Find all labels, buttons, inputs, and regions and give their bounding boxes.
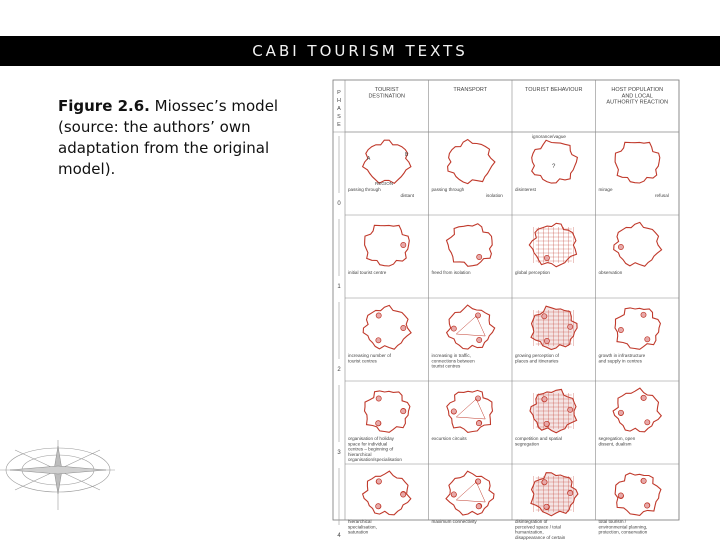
model-cell: [365, 391, 410, 432]
tourist-centre-dot: [401, 492, 406, 497]
phase-number: 1: [337, 284, 341, 290]
tourist-centre-dot: [542, 480, 547, 485]
tourist-centre-dot: [376, 396, 381, 401]
cell-label: global perception: [515, 270, 550, 275]
figure-caption: [58, 96, 303, 180]
cell-label: segregation: [515, 441, 540, 447]
cell-label: passing through: [431, 187, 465, 192]
cell-label: connections between: [431, 358, 475, 364]
column-header: TOURIST BEHAVIOUR: [525, 87, 583, 93]
tourist-centre-dot: [568, 324, 573, 329]
model-cell: [614, 222, 662, 266]
tourist-centre-dot: [477, 337, 482, 342]
tourist-centre-dot: [568, 407, 573, 412]
cell-label: places and itineraries: [515, 358, 559, 364]
cell-label: hierarchical: [348, 519, 372, 524]
tourist-centre-dot: [376, 421, 381, 426]
tourist-centre-dot: [542, 314, 547, 319]
tourist-centre-dot: [401, 325, 406, 330]
caption-text: Miossec’s model (source: the authors’ own adaptation from the original model).: [58, 97, 279, 178]
tourist-centre-dot: [641, 395, 646, 400]
model-cell: [363, 305, 411, 349]
tourist-centre-dot: [618, 493, 623, 498]
column-header: AND LOCAL: [621, 93, 653, 100]
tourist-centre-dot: [451, 326, 456, 331]
tourist-centre-dot: [451, 409, 456, 414]
column-header: TOURIST: [374, 87, 399, 93]
tourist-centre-dot: [451, 492, 456, 497]
cell-label: space for individual: [348, 441, 388, 447]
cell-label: disinterest: [515, 187, 536, 192]
tourist-centre-dot: [475, 313, 480, 318]
tourist-centre-dot: [542, 397, 547, 402]
cell-label: initial tourist centre: [348, 270, 387, 275]
phase-header-letter: A: [337, 106, 341, 112]
cell-label: environmental planning,: [598, 524, 648, 530]
cell-label: segregation, open: [598, 436, 636, 441]
cell-label: humanization,: [515, 529, 544, 535]
tourist-centre-dot: [476, 479, 481, 484]
cell-extra-label: A: [367, 156, 371, 162]
cell-label: increasing number of: [348, 353, 391, 358]
cell-label: freed from isolation: [431, 270, 471, 275]
model-grid: [333, 80, 681, 540]
phase-number: 3: [337, 450, 341, 456]
island-outline: [532, 140, 578, 183]
model-cell: [615, 473, 661, 515]
cell-label: tourist centres: [348, 358, 377, 364]
cell-label: mirage: [598, 187, 613, 192]
tourist-centre-dot: [544, 255, 549, 260]
cell-label: excursion circuits: [431, 436, 467, 441]
tourist-centre-dot: [401, 409, 406, 414]
cell-label: protection, conservation: [598, 529, 648, 535]
cell-label: passing through: [348, 187, 381, 192]
tourist-centre-dot: [618, 244, 623, 249]
model-cell: [615, 308, 660, 349]
cell-label: total tourism /: [598, 519, 627, 524]
model-cell: [532, 140, 578, 183]
cell-label: specialisation,: [348, 524, 377, 530]
model-cell: [363, 471, 411, 515]
header-title: CABI TOURISM TEXTS: [252, 42, 468, 60]
cell-label: increasing in traffic,: [431, 353, 471, 358]
tourist-centre-dot: [641, 312, 646, 317]
cell-extra-label: REGION: [375, 181, 394, 186]
cell-label: organisation/specialisation: [348, 457, 402, 463]
cell-extra-label: ?: [552, 164, 556, 170]
model-cell: [447, 390, 493, 432]
tourist-centre-dot: [645, 337, 650, 342]
cell-label: dissent, dualism: [598, 441, 632, 447]
model-cell: [365, 225, 410, 266]
cell-label: growth in infrastructure: [598, 353, 646, 358]
model-cell: [530, 389, 577, 432]
cell-label: and supply in centres: [598, 358, 642, 364]
cell-extra-label: distant: [400, 193, 415, 198]
model-cell: [447, 305, 495, 349]
tourist-centre-dot: [477, 254, 482, 259]
cell-label: tourist centres: [431, 363, 461, 369]
column-header: AUTHORITY REACTION: [606, 99, 669, 106]
model-cell: [531, 306, 577, 349]
model-cell: [613, 388, 661, 432]
column-header: DESTINATION: [368, 93, 406, 100]
cell-label: disintegration of: [515, 519, 548, 524]
phase-number: 4: [337, 533, 341, 539]
tourist-centre-dot: [544, 338, 549, 343]
phase-header-letter: S: [337, 114, 341, 120]
cell-label: centres – beginning of: [348, 446, 394, 452]
phase-header-letter: H: [337, 98, 341, 104]
tourist-centre-dot: [476, 421, 481, 426]
model-cell: [446, 471, 494, 515]
tourist-centre-dot: [645, 503, 650, 508]
header-bar: [0, 36, 720, 66]
model-cell: [448, 140, 495, 184]
compass-rose-icon: [0, 440, 115, 520]
model-cell: [447, 224, 493, 267]
tourist-centre-dot: [618, 410, 623, 415]
cell-extra-label: isolation: [486, 193, 503, 198]
tourist-centre-dot: [544, 504, 549, 509]
cell-label: competition and spatial: [515, 436, 562, 441]
column-header: TRANSPORT: [453, 87, 488, 93]
island-outline: [447, 224, 493, 267]
column-header: HOST POPULATION: [611, 87, 664, 93]
tourist-centre-dot: [376, 338, 381, 343]
model-cell: [531, 473, 578, 516]
cell-label: disappearance of certain: [515, 534, 566, 540]
tourist-centre-dot: [376, 504, 381, 509]
cell-extra-label: ignorance/vague: [532, 134, 566, 139]
cell-label: perceived space / total: [515, 524, 561, 530]
tourist-centre-dot: [618, 327, 623, 332]
model-cell: [615, 142, 660, 183]
cell-label: organisation of holiday: [348, 436, 394, 441]
model-cell: [529, 223, 576, 266]
phase-number: 2: [337, 367, 341, 373]
cell-label: hierarchical: [348, 451, 372, 457]
tourist-centre-dot: [641, 478, 646, 483]
caption-label: Figure 2.6.: [58, 97, 150, 115]
tourist-centre-dot: [376, 313, 381, 318]
tourist-centre-dot: [645, 420, 650, 425]
phase-number: 0: [337, 201, 341, 207]
tourist-centre-dot: [401, 242, 406, 247]
phase-header-letter: E: [337, 122, 341, 128]
cell-extra-label: refusal: [655, 193, 669, 198]
cell-label: saturation: [348, 529, 369, 535]
cell-label: observation: [598, 270, 623, 275]
cell-extra-label: B: [405, 152, 409, 158]
tourist-centre-dot: [568, 491, 573, 496]
tourist-centre-dot: [544, 421, 549, 426]
cell-label: growing perception of: [515, 353, 559, 358]
island-outline: [615, 142, 660, 183]
tourist-centre-dot: [376, 479, 381, 484]
island-outline: [448, 140, 495, 184]
phase-header-letter: P: [337, 90, 341, 96]
tourist-centre-dot: [475, 396, 480, 401]
tourist-centre-dot: [476, 504, 481, 509]
miossec-model-figure: [333, 80, 681, 540]
cell-label: maximum connectivity: [431, 519, 477, 524]
